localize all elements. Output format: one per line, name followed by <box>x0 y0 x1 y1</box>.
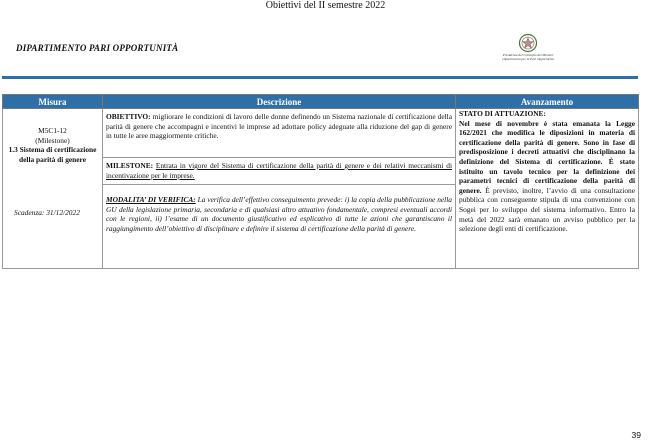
misura-deadline: Scadenza: 31/12/2022 <box>14 208 80 218</box>
avanzamento-bold-text: Nel mese di novembre è stata emanata la Legge 162/2021 che modifica le diposizioni in materia di certificazione della parità di genere. Sono in fase di predisposizione i decreti attuativi che disciplinano la definizione del Sistema di certificazione. È stato istituito un tavolo tecnico per la definizione dei parametri tecnici di certificazione della parità di genere. <box>459 118 635 195</box>
verifica-label: MODALITA’ DI VERIFICA: <box>106 195 196 204</box>
avanzamento-cell <box>456 109 639 269</box>
verifica-text: La verifica dell’effettivo conseguimento prevede: i) la copia della pubblicazione nella GU della legislazione primaria, secondaria e di qualsiasi altro attuativo fondamentale, compresi eventuali accordi con le regioni, ii) l’esame di un documento giustificativo ed esplicativo di tutte le azioni che garantiscano il raggiungimento dell’obiettivo di disciplinare e definire il sistema di certificazione della parità di genere. <box>106 195 452 233</box>
milestone-label: MILESTONE: <box>106 161 154 170</box>
misura-cell <box>3 109 103 269</box>
table-row <box>3 109 639 269</box>
emblem-caption-2: Dipartimento per le Pari Opportunità <box>502 57 554 61</box>
emblem-caption-1: Presidenza del Consiglio dei Ministri <box>502 53 554 57</box>
verifica-block <box>103 184 455 237</box>
header-divider <box>2 76 638 79</box>
milestone-block <box>103 157 455 184</box>
table-header-row <box>3 95 639 109</box>
column-header-avanzamento: Avanzamento <box>456 95 639 109</box>
emblem-star-icon <box>517 33 539 53</box>
avanzamento-heading: STATO DI ATTUAZIONE: <box>459 109 546 118</box>
column-header-descrizione: Descrizione <box>103 95 456 109</box>
page-number: 39 <box>631 430 641 440</box>
obiettivo-block <box>103 109 455 157</box>
obiettivo-text: migliorare le condizioni di lavoro delle donne definendo un Sistema nazionale di certificazione della parità di genere che accompagni e incentivi le imprese ad adottare policy adeguate alla riduzione del gap di genere in tutte le aree maggiormente critiche. <box>106 112 452 141</box>
government-emblem <box>498 33 558 67</box>
misura-type: (Milestone) <box>35 135 70 145</box>
page-header-title: Obiettivi del II semestre 2022 <box>265 0 386 11</box>
department-name: DIPARTIMENTO PARI OPPORTUNITÀ <box>16 43 179 53</box>
misura-code: M5C1-12 <box>38 126 67 135</box>
descrizione-cell <box>103 109 456 269</box>
misura-title: 1.3 Sistema di certificazione della parità di genere <box>8 145 97 164</box>
objectives-table <box>2 94 639 269</box>
avanzamento-text: È previsto, inoltre, l’avvio di una consultazione pubblica con conseguente stipula di una convenzione con Sogei per lo sviluppo del sistema informativo. Entro la metà del 2022 sarà emanato un avviso pubblico per la selezione degli enti di certificazione. <box>459 185 635 234</box>
milestone-text: Entrata in vigore del Sistema di certificazione della parità di genere e dei relativi meccanismi di incentivazione per le imprese. <box>106 161 452 180</box>
column-header-misura: Misura <box>3 95 103 109</box>
obiettivo-label: OBIETTIVO: <box>106 112 151 121</box>
